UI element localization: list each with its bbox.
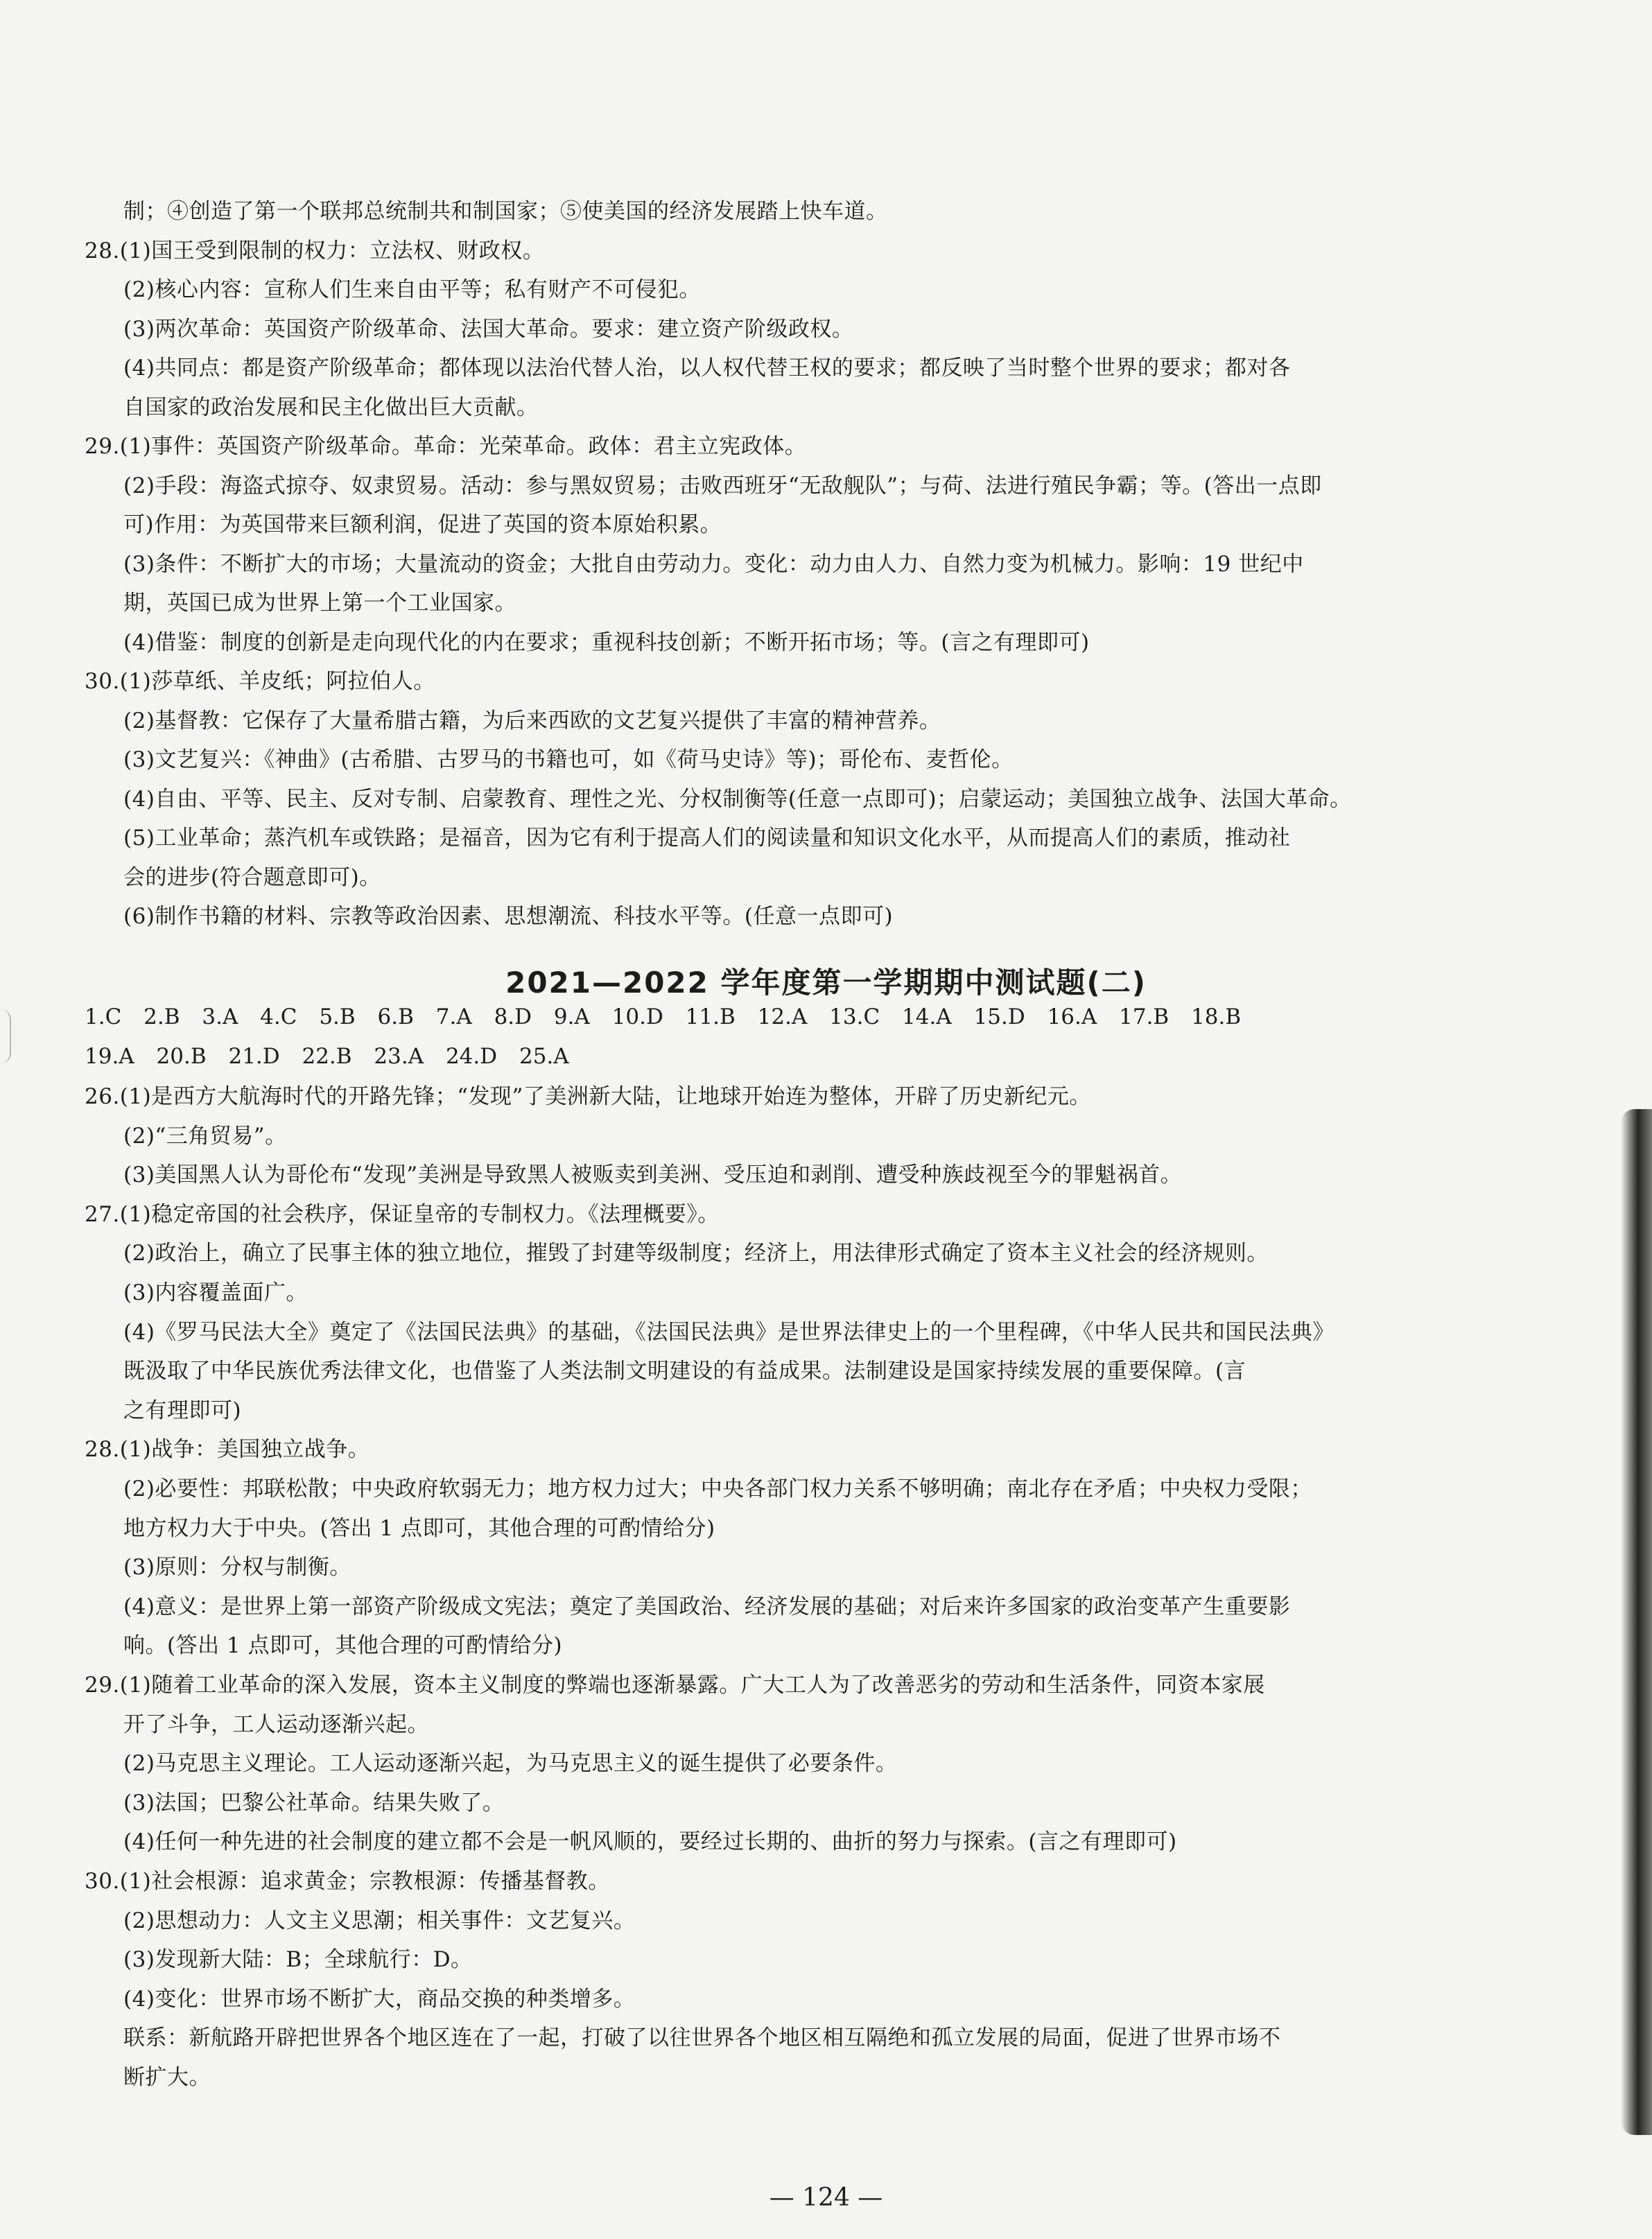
page-number: — 124 — xyxy=(769,2184,883,2212)
answer-line: 期，英国已成为世界上第一个工业国家。 xyxy=(123,591,516,616)
answer-line: (3)条件：不断扩大的市场；大量流动的资金；大批自由劳动力。变化：动力由人力、自然力变为机械力。影响：19 世纪中 xyxy=(123,551,1304,577)
answer-line: (4)《罗马民法大全》奠定了《法国民法典》的基础，《法国民法典》是世界法律史上的一个里程碑，《中华人民共和国民法典》 xyxy=(123,1319,1334,1345)
answer-line: (4)自由、平等、民主、反对专制、启蒙教育、理性之光、分权制衡等(任意一点即可)；启蒙运动；美国独立战争、法国大革命。 xyxy=(123,786,1352,812)
answer-line: (2)“三角贸易”。 xyxy=(123,1123,287,1149)
multiple-choice-answers-row-1: 1.C 2.B 3.A 4.C 5.B 6.B 7.A 8.D 9.A 10.D 11.B 12.A 13.C 14.A 15.D 16.A 17.B 18.B xyxy=(85,1004,1242,1029)
answer-line: (4)变化：世界市场不断扩大，商品交换的种类增多。 xyxy=(123,1986,636,2012)
answer-line: (4)任何一种先进的社会制度的建立都不会是一帆风顺的，要经过长期的、曲折的努力与探索。(言之有理即可) xyxy=(123,1829,1177,1855)
multiple-choice-answers-row-2: 19.A 20.B 21.D 22.B 23.A 24.D 25.A xyxy=(85,1044,569,1069)
page-edge-shadow xyxy=(1621,1109,1652,2135)
section-title: 2021—2022 学年度第一学期期中测试题(二) xyxy=(505,966,1147,1000)
answer-line: (2)核心内容：宣称人们生来自由平等；私有财产不可侵犯。 xyxy=(123,277,701,302)
answer-line: (2)手段：海盗式掠夺、奴隶贸易。活动：参与黑奴贸易；击败西班牙“无敌舰队”；与荷、法进行殖民争霸；等。(答出一点即 xyxy=(123,473,1322,498)
answer-line: 联系：新航路开辟把世界各个地区连在了一起，打破了以往世界各个地区相互隔绝和孤立发展的局面，促进了世界市场不 xyxy=(123,2025,1281,2051)
answer-line: 29.(1)随着工业革命的深入发展，资本主义制度的弊端也逐渐暴露。广大工人为了改善恶劣的劳动和生活条件，同资本家展 xyxy=(85,1673,1265,1698)
answer-line: (3)原则：分权与制衡。 xyxy=(123,1555,351,1580)
answer-line: (2)政治上，确立了民事主体的独立地位，摧毁了封建等级制度；经济上，用法律形式确定了资本主义社会的经济规则。 xyxy=(123,1241,1269,1266)
answer-line: 会的进步(符合题意即可)。 xyxy=(123,864,381,890)
answer-line: (2)必要性：邦联松散；中央政府软弱无力；地方权力过大；中央各部门权力关系不够明确；南北存在矛盾；中央权力受限； xyxy=(123,1476,1312,1501)
answer-line: 响。(答出 1 点即可，其他合理的可酌情给分) xyxy=(123,1633,563,1659)
answer-line: (3)文艺复兴：《神曲》(古希腊、古罗马的书籍也可，如《荷马史诗》等)；哥伦布、麦哲伦。 xyxy=(123,747,1014,772)
answer-line: 30.(1)社会根源：追求黄金；宗教根源：传播基督教。 xyxy=(85,1869,610,1894)
answer-line: (3)法国；巴黎公社革命。结果失败了。 xyxy=(123,1790,505,1815)
answer-line: 29.(1)事件：英国资产阶级革命。革命：光荣革命。政体：君主立宪政体。 xyxy=(85,434,807,459)
answer-line: (3)发现新大陆：B；全球航行：D。 xyxy=(123,1947,473,1973)
answer-line: (3)两次革命：英国资产阶级革命、法国大革命。要求：建立资产阶级政权。 xyxy=(123,316,854,342)
binding-mark xyxy=(0,1009,11,1064)
answer-line: 30.(1)莎草纸、羊皮纸；阿拉伯人。 xyxy=(85,669,435,694)
answer-line: (3)美国黑人认为哥伦布“发现”美洲是导致黑人被贩卖到美洲、受压迫和剥削、遭受种族歧视至今的罪魁祸首。 xyxy=(123,1162,1183,1188)
answer-line: (4)借鉴：制度的创新是走向现代化的内在要求；重视科技创新；不断开拓市场；等。(言之有理即可) xyxy=(123,629,1090,655)
answer-line: (3)内容覆盖面广。 xyxy=(123,1280,308,1305)
answer-line: 可)作用：为英国带来巨额利润，促进了英国的资本原始积累。 xyxy=(123,512,722,537)
answer-line: 开了斗争，工人运动逐渐兴起。 xyxy=(123,1711,429,1737)
answer-line: 制；④创造了第一个联邦总统制共和制国家；⑤使美国的经济发展踏上快车道。 xyxy=(123,199,888,224)
answer-line: (4)共同点：都是资产阶级革命；都体现以法治代替人治，以人权代替王权的要求；都反映了当时整个世界的要求；都对各 xyxy=(123,356,1291,381)
answer-line: 26.(1)是西方大航海时代的开路先锋；“发现”了美洲新大陆，让地球开始连为整体，开辟了历史新纪元。 xyxy=(85,1084,1091,1109)
answer-line: (2)思想动力：人文主义思潮；相关事件：文艺复兴。 xyxy=(123,1908,636,1933)
answer-line: 28.(1)战争：美国独立战争。 xyxy=(85,1437,370,1463)
answer-line: 地方权力大于中央。(答出 1 点即可，其他合理的可酌情给分) xyxy=(123,1515,715,1541)
answer-line: 28.(1)国王受到限制的权力：立法权、财政权。 xyxy=(85,238,545,263)
answer-line: 自国家的政治发展和民主化做出巨大贡献。 xyxy=(123,394,539,420)
answer-line: (6)制作书籍的材料、宗教等政治因素、思想潮流、科技水平等。(任意一点即可) xyxy=(123,904,894,929)
answer-line: 既汲取了中华民族优秀法律文化，也借鉴了人类法制文明建设的有益成果。法制建设是国家持续发展的重要保障。(言 xyxy=(123,1359,1246,1384)
answer-line: (5)工业革命；蒸汽机车或铁路；是福音，因为它有利于提高人们的阅读量和知识文化水平，从而提高人们的素质，推动社 xyxy=(123,826,1291,851)
answer-line: 27.(1)稳定帝国的社会秩序，保证皇帝的专制权力。《法理概要》。 xyxy=(85,1201,720,1227)
answer-line: 之有理即可) xyxy=(123,1397,242,1423)
answer-line: (2)基督教：它保存了大量希腊古籍，为后来西欧的文艺复兴提供了丰富的精神营养。 xyxy=(123,708,941,733)
answer-line: 断扩大。 xyxy=(123,2065,211,2090)
answer-line: (4)意义：是世界上第一部资产阶级成文宪法；奠定了美国政治、经济发展的基础；对后来许多国家的政治变革产生重要影 xyxy=(123,1594,1291,1619)
answer-line: (2)马克思主义理论。工人运动逐渐兴起，为马克思主义的诞生提供了必要条件。 xyxy=(123,1751,898,1777)
